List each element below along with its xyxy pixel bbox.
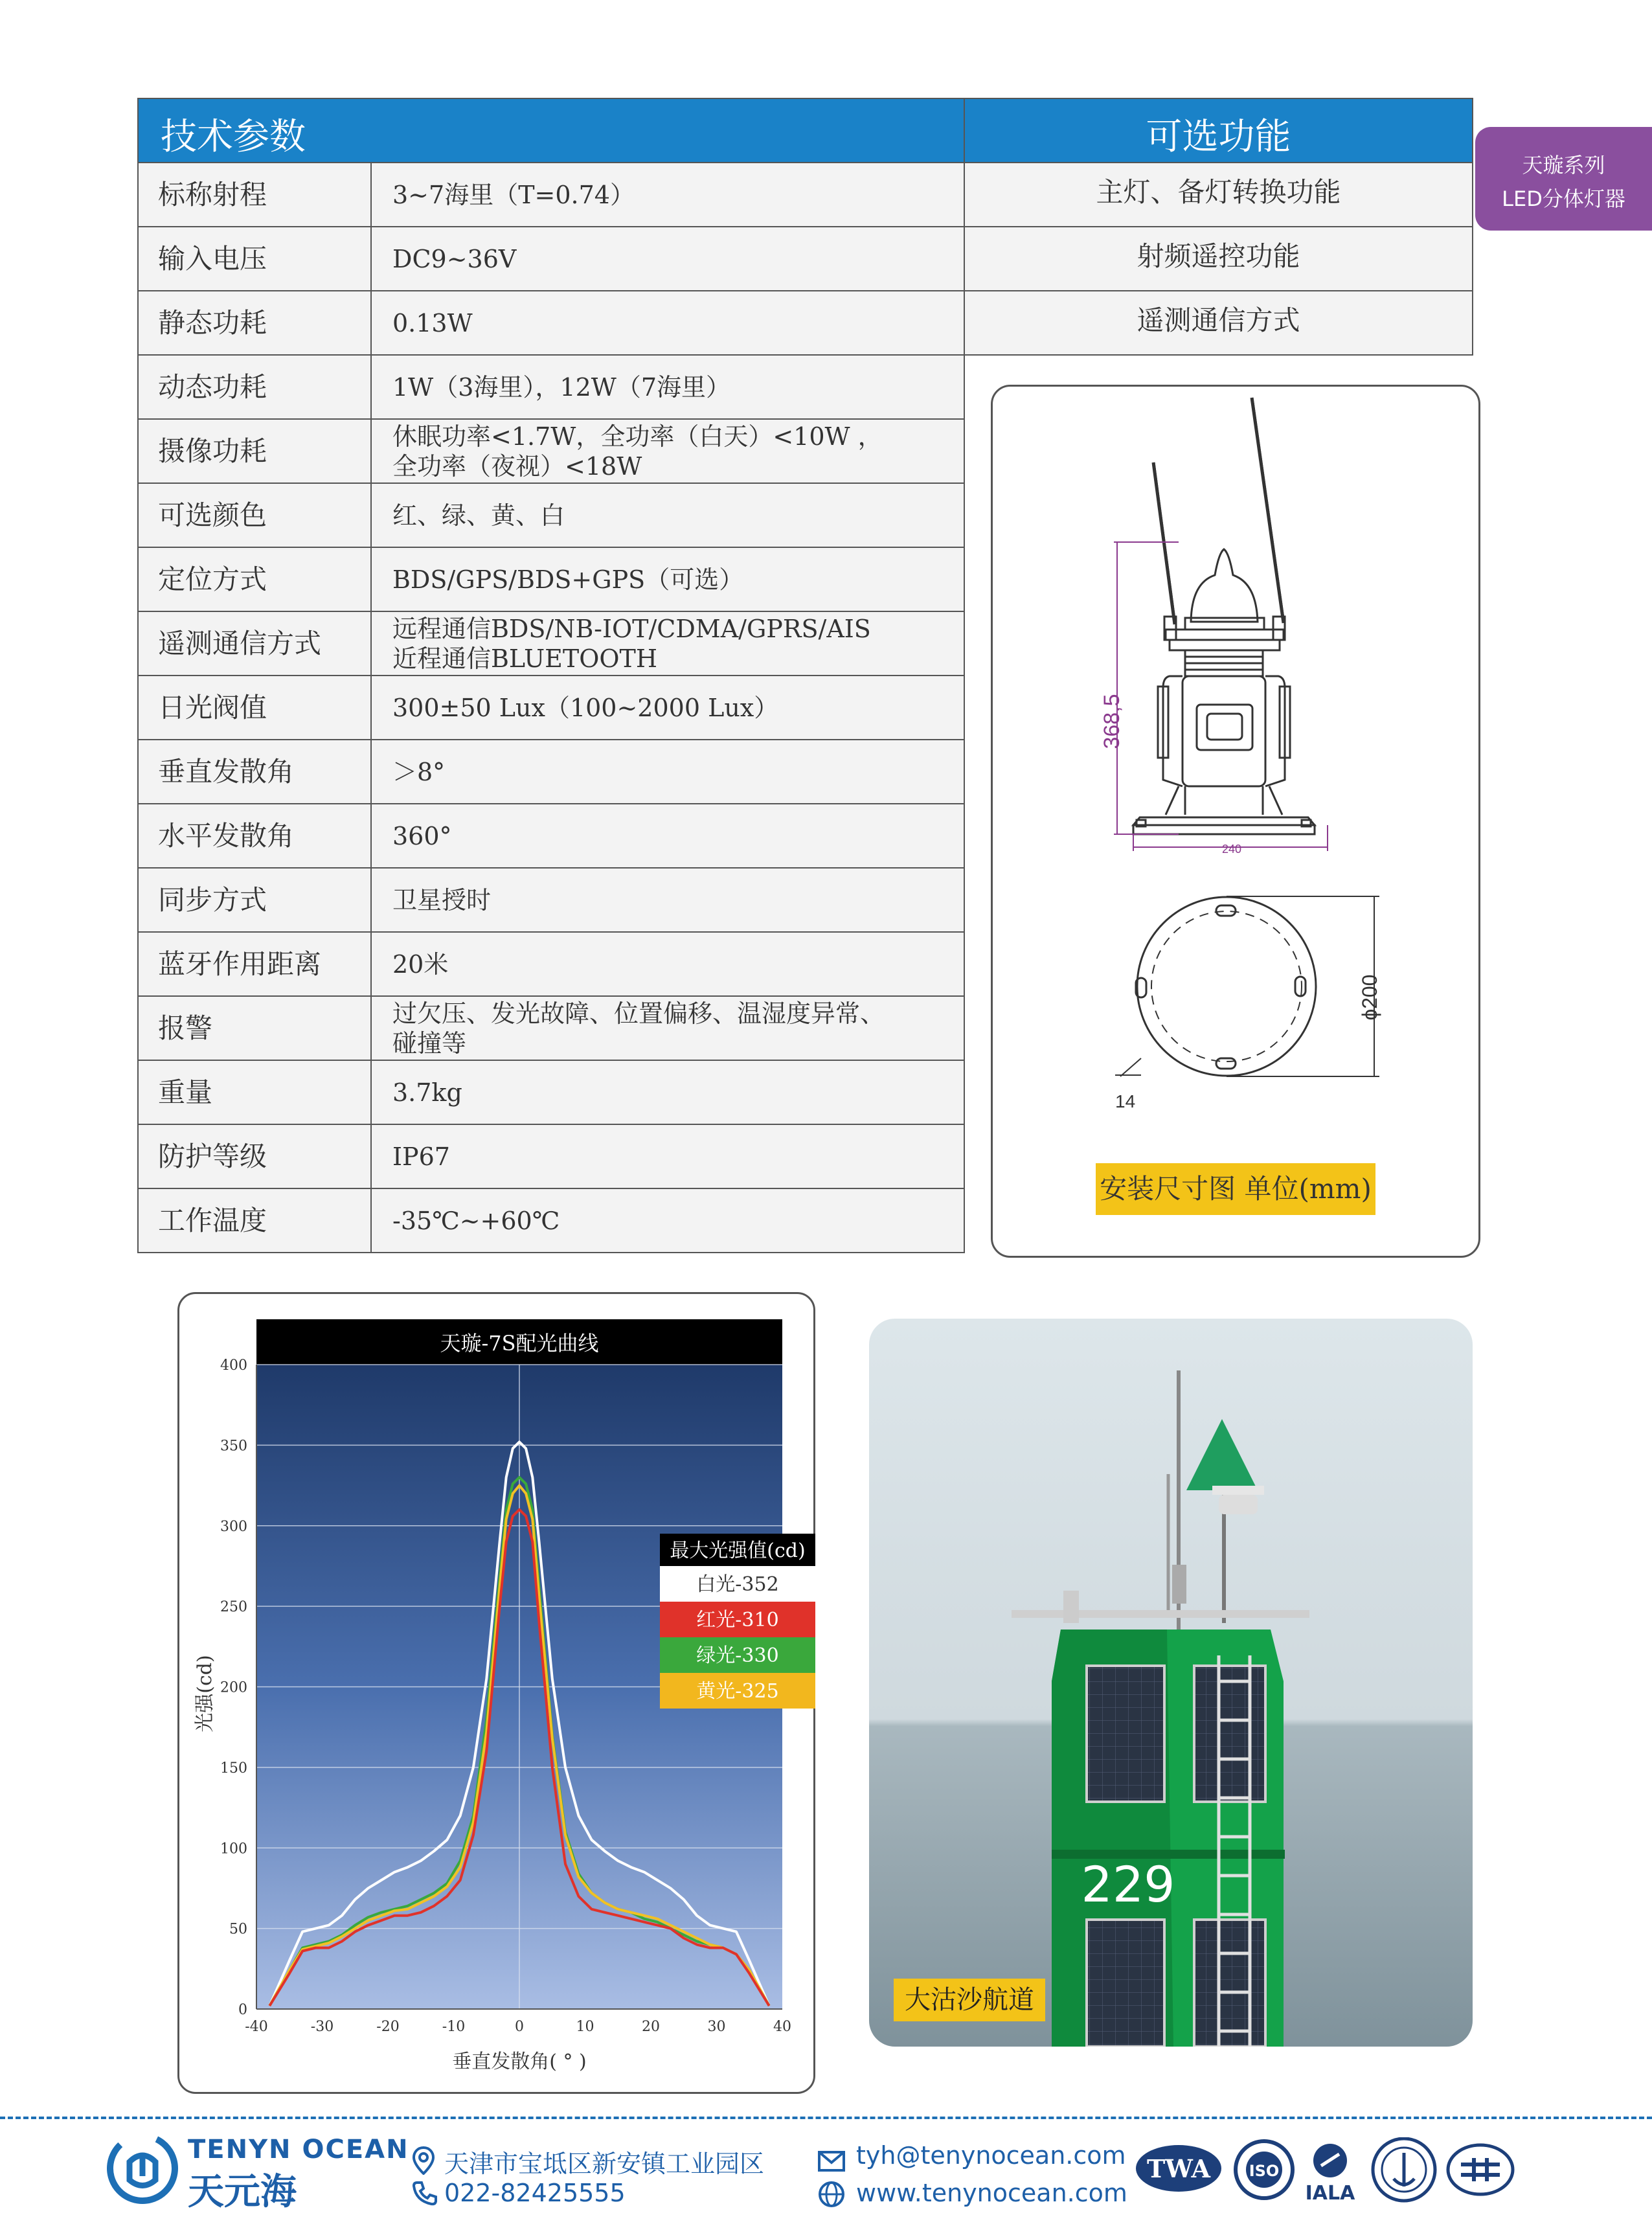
iso-logo-text: ISO bbox=[1249, 2162, 1280, 2180]
hole-dimension-label: 14 bbox=[1115, 1091, 1136, 1111]
specs-row-value-line: 卫星授时 bbox=[392, 885, 492, 914]
y-tick-label: 400 bbox=[220, 1357, 247, 1374]
company-phone[interactable]: 022-82425555 bbox=[444, 2179, 626, 2207]
specs-row-value-line: DC9~36V bbox=[392, 244, 517, 273]
specs-row-value bbox=[392, 933, 448, 995]
side-tab-line2: LED分体灯器 bbox=[1502, 187, 1625, 211]
specs-row-value-line: ＞8° bbox=[392, 757, 446, 786]
x-tick-label: 30 bbox=[707, 2019, 726, 2035]
specs-row-value bbox=[392, 1189, 560, 1252]
specs-row bbox=[137, 1125, 965, 1189]
y-tick-label: 350 bbox=[220, 1438, 247, 1455]
specs-row bbox=[137, 1061, 965, 1125]
specs-row-value bbox=[392, 163, 635, 226]
legend-title: 最大光强值(cd) bbox=[670, 1539, 806, 1562]
certification-logos bbox=[1135, 2137, 1614, 2209]
legend-entry-yellow: 黄光-325 bbox=[696, 1680, 779, 1703]
series-side-tab bbox=[1475, 127, 1652, 231]
specs-row-key: 同步方式 bbox=[158, 884, 267, 916]
y-tick-label: 200 bbox=[220, 1679, 247, 1696]
specs-row-value bbox=[392, 804, 452, 867]
specs-row-value-line: -35℃~+60℃ bbox=[392, 1206, 560, 1235]
specs-column-divider bbox=[370, 676, 372, 739]
specs-row-value bbox=[392, 1125, 450, 1188]
x-tick-label: 0 bbox=[515, 2019, 524, 2035]
buoy-illustration bbox=[869, 1319, 1473, 2047]
specs-row-value bbox=[392, 420, 883, 483]
specs-column-divider bbox=[370, 548, 372, 611]
specs-row-value-line: 全功率（夜视）<18W bbox=[392, 451, 642, 481]
specs-column-divider bbox=[370, 291, 372, 354]
drawing-caption: 安装尺寸图 单位(mm) bbox=[1096, 1163, 1375, 1215]
specs-row bbox=[137, 869, 965, 933]
specs-column-divider bbox=[370, 869, 372, 931]
specs-column-divider bbox=[370, 933, 372, 995]
x-tick-label: 40 bbox=[773, 2019, 791, 2035]
specs-column-divider bbox=[370, 1061, 372, 1124]
specs-row bbox=[137, 933, 965, 997]
specs-row bbox=[137, 291, 965, 356]
phone-icon bbox=[412, 2180, 438, 2206]
specs-row-value bbox=[392, 1061, 462, 1124]
specs-row-key: 静态功耗 bbox=[158, 307, 267, 339]
specs-row-value bbox=[392, 869, 491, 931]
specs-row-value bbox=[392, 291, 473, 354]
specs-column-divider bbox=[370, 804, 372, 867]
options-row bbox=[964, 163, 1473, 227]
specs-row bbox=[137, 676, 965, 740]
specs-row-value bbox=[392, 997, 885, 1060]
specs-row-key: 摄像功耗 bbox=[158, 435, 267, 467]
specs-row-value-line: 300±50 Lux（100~2000 Lux） bbox=[392, 693, 779, 722]
brand-logo-icon bbox=[104, 2129, 181, 2207]
specs-column-divider bbox=[370, 997, 372, 1060]
specs-column-divider bbox=[370, 740, 372, 803]
specs-column-divider bbox=[370, 227, 372, 290]
specs-row-value bbox=[392, 740, 445, 803]
x-tick-label: -10 bbox=[442, 2019, 466, 2035]
photo-caption: 大沽沙航道 bbox=[894, 1979, 1045, 2021]
specs-row bbox=[137, 420, 965, 484]
specs-row-value bbox=[392, 484, 565, 547]
y-axis-label: 光强(cd) bbox=[194, 1655, 216, 1732]
x-tick-label: -20 bbox=[376, 2019, 400, 2035]
company-website[interactable]: www.tenynocean.com bbox=[856, 2179, 1127, 2207]
brand-name-en: TENYN OCEAN bbox=[188, 2135, 409, 2164]
y-tick-label: 50 bbox=[229, 1921, 247, 1938]
light-distribution-chart bbox=[177, 1292, 815, 2094]
specs-row-key: 垂直发散角 bbox=[158, 756, 295, 788]
ship-register-logo bbox=[1448, 2145, 1513, 2194]
specs-row-value bbox=[392, 356, 730, 418]
options-header-title: 可选功能 bbox=[1146, 116, 1291, 158]
width-dimension-label: 240 bbox=[1221, 843, 1242, 856]
specs-row-key: 输入电压 bbox=[158, 243, 267, 275]
specs-row-key: 遥测通信方式 bbox=[158, 628, 322, 659]
specs-row-value bbox=[392, 548, 743, 611]
specs-row-key: 防护等级 bbox=[158, 1141, 267, 1172]
specs-row-value bbox=[392, 676, 778, 739]
specs-row-value-line: 3.7kg bbox=[392, 1078, 462, 1107]
specs-row-value-line: 休眠功率<1.7W，全功率（白天）<10W ， bbox=[392, 422, 883, 451]
options-row bbox=[964, 291, 1473, 356]
y-tick-label: 250 bbox=[220, 1599, 247, 1616]
dimension-drawing bbox=[991, 385, 1480, 1258]
specs-row bbox=[137, 548, 965, 612]
company-email[interactable]: tyh@tenynocean.com bbox=[856, 2141, 1126, 2170]
specs-row bbox=[137, 163, 965, 227]
specs-row bbox=[137, 740, 965, 804]
specs-row-value-line: 近程通信BLUETOOTH bbox=[392, 644, 657, 673]
brand-name-cn: 天元海 bbox=[188, 2171, 297, 2213]
y-tick-label: 0 bbox=[238, 2002, 247, 2018]
specs-row-key: 蓝牙作用距离 bbox=[158, 948, 322, 980]
x-tick-label: -30 bbox=[310, 2019, 334, 2035]
specs-row-value-line: 远程通信BDS/NB-IOT/CDMA/GPRS/AIS bbox=[392, 614, 871, 643]
x-tick-label: 20 bbox=[642, 2019, 660, 2035]
specs-row bbox=[137, 1189, 965, 1253]
specs-row bbox=[137, 356, 965, 420]
specs-row-key: 动态功耗 bbox=[158, 371, 267, 403]
specs-column-divider bbox=[370, 420, 372, 483]
specs-row-key: 水平发散角 bbox=[158, 820, 295, 852]
specs-row-value-line: 360° bbox=[392, 821, 452, 850]
chart-title: 天璇-7S配光曲线 bbox=[440, 1331, 599, 1356]
specs-row-value bbox=[392, 612, 871, 675]
specs-header-title: 技术参数 bbox=[161, 116, 306, 158]
x-axis-label: 垂直发散角( ° ) bbox=[452, 2050, 587, 2073]
buoy-number: 229 bbox=[1081, 1856, 1175, 1913]
specs-row bbox=[137, 484, 965, 548]
options-header bbox=[964, 98, 1473, 163]
specs-row bbox=[137, 804, 965, 869]
options-row-label: 遥测通信方式 bbox=[1137, 304, 1300, 336]
specs-row-key: 标称射程 bbox=[158, 179, 267, 210]
specs-column-divider bbox=[370, 612, 372, 675]
specs-row-value-line: 3~7海里（T=0.74） bbox=[392, 180, 635, 209]
specs-row-value-line: 碰撞等 bbox=[392, 1028, 467, 1058]
x-tick-label: 10 bbox=[576, 2019, 594, 2035]
height-dimension-label: 368,5 bbox=[1100, 694, 1124, 749]
twa-logo-text: TWA bbox=[1146, 2154, 1211, 2183]
specs-header bbox=[137, 98, 965, 163]
specs-column-divider bbox=[370, 356, 372, 418]
specs-row bbox=[137, 612, 965, 676]
y-tick-label: 150 bbox=[220, 1760, 247, 1777]
specs-row-value-line: 红、绿、黄、白 bbox=[392, 501, 565, 530]
diameter-dimension-label: ɸ200 bbox=[1358, 974, 1381, 1021]
specs-row-value-line: 过欠压、发光故障、位置偏移、温湿度异常、 bbox=[392, 999, 885, 1028]
company-address: 天津市宝坻区新安镇工业园区 bbox=[444, 2150, 765, 2178]
specs-column-divider bbox=[370, 163, 372, 226]
footer-divider bbox=[0, 2117, 1652, 2119]
options-row-label: 射频遥控功能 bbox=[1137, 240, 1300, 272]
specs-row-key: 日光阀值 bbox=[158, 692, 267, 723]
chart-legend bbox=[660, 1534, 815, 1709]
options-row bbox=[964, 227, 1473, 291]
iala-logo-text: IALA bbox=[1305, 2182, 1355, 2205]
email-icon bbox=[817, 2150, 846, 2172]
globe-icon bbox=[817, 2180, 846, 2209]
specs-row-value-line: 1W（3海里），12W（7海里） bbox=[392, 372, 730, 402]
specs-row-key: 重量 bbox=[158, 1076, 213, 1108]
specs-row-key: 工作温度 bbox=[158, 1205, 267, 1236]
specs-row-key: 定位方式 bbox=[158, 563, 267, 595]
specs-row-value-line: 20米 bbox=[392, 949, 449, 979]
specs-row bbox=[137, 227, 965, 291]
specs-column-divider bbox=[370, 484, 372, 547]
specs-row-value-line: IP67 bbox=[392, 1142, 450, 1171]
specs-row-key: 报警 bbox=[158, 1012, 213, 1044]
specs-column-divider bbox=[370, 1125, 372, 1188]
specs-row-key: 可选颜色 bbox=[158, 499, 267, 531]
buoy-photo bbox=[869, 1319, 1473, 2047]
legend-entry-red: 红光-310 bbox=[696, 1609, 779, 1631]
y-tick-label: 100 bbox=[220, 1841, 247, 1857]
specs-row-value bbox=[392, 227, 516, 290]
specs-column-divider bbox=[370, 1189, 372, 1252]
options-row-label: 主灯、备灯转换功能 bbox=[1096, 176, 1341, 208]
side-tab-line1: 天璇系列 bbox=[1522, 153, 1605, 177]
specs-row bbox=[137, 997, 965, 1061]
specs-row-value-line: 0.13W bbox=[392, 308, 473, 337]
legend-entry-white: 白光-352 bbox=[696, 1573, 779, 1596]
x-tick-label: -40 bbox=[245, 2019, 268, 2035]
specs-row-value-line: BDS/GPS/BDS+GPS（可选） bbox=[392, 565, 744, 594]
legend-entry-green: 绿光-330 bbox=[696, 1644, 779, 1667]
y-tick-label: 300 bbox=[220, 1518, 247, 1535]
location-pin-icon bbox=[412, 2146, 435, 2175]
